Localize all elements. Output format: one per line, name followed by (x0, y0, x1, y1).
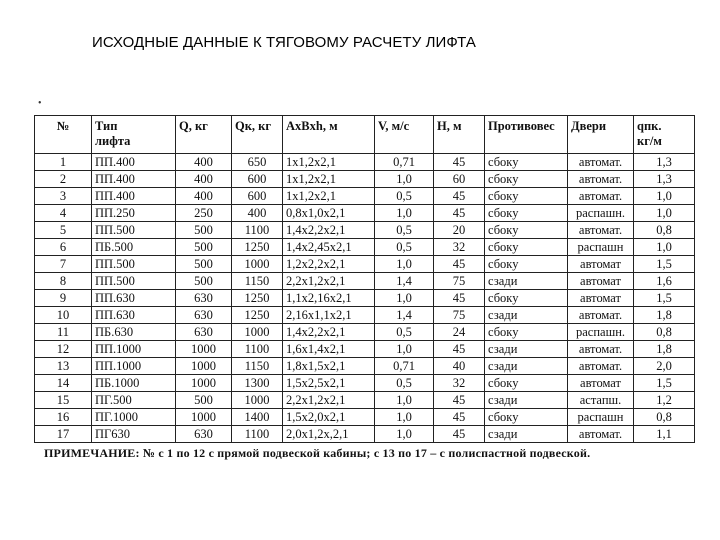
cell-dimensions: 1,1x2,16x2,1 (283, 290, 375, 307)
cell-speed-v: 1,4 (375, 273, 434, 290)
header-counterweight: Противовес (485, 116, 568, 154)
cell-cabin-mass-qk: 1400 (232, 409, 283, 426)
cell-doors: распашн. (568, 205, 634, 222)
cell-doors: распашн (568, 239, 634, 256)
cell-lift-type: ПБ.1000 (92, 375, 176, 392)
cell-dimensions: 1,4x2,2x2,1 (283, 222, 375, 239)
cell-row-num: 11 (35, 324, 92, 341)
table-row (35, 358, 695, 375)
cell-rope-mass-qpk: 1,6 (634, 273, 695, 290)
cell-height-h: 45 (434, 205, 485, 222)
cell-counterweight: сбоку (485, 375, 568, 392)
cell-rope-mass-qpk: 2,0 (634, 358, 695, 375)
table-row (35, 375, 695, 392)
cell-height-h: 20 (434, 222, 485, 239)
cell-rope-mass-qpk: 1,5 (634, 290, 695, 307)
cell-dimensions: 1,5x2,0x2,1 (283, 409, 375, 426)
cell-lift-type: ПП.630 (92, 290, 176, 307)
cell-lift-type: ПП.400 (92, 154, 176, 171)
cell-cabin-mass-qk: 1100 (232, 426, 283, 443)
cell-speed-v: 1,0 (375, 409, 434, 426)
cell-dimensions: 2,16x1,1x2,1 (283, 307, 375, 324)
cell-row-num: 1 (35, 154, 92, 171)
cell-height-h: 45 (434, 188, 485, 205)
header-doors: Двери (568, 116, 634, 154)
cell-rope-mass-qpk: 1,1 (634, 426, 695, 443)
table-row (35, 222, 695, 239)
cell-dimensions: 2,2x1,2x2,1 (283, 392, 375, 409)
cell-doors: автомат (568, 256, 634, 273)
cell-rope-mass-qpk: 1,0 (634, 239, 695, 256)
cell-load-q: 1000 (176, 341, 232, 358)
cell-dimensions: 1,5x2,5x2,1 (283, 375, 375, 392)
table-header-row (35, 116, 695, 154)
cell-row-num: 8 (35, 273, 92, 290)
cell-counterweight: сбоку (485, 290, 568, 307)
cell-height-h: 40 (434, 358, 485, 375)
table-row (35, 324, 695, 341)
cell-cabin-mass-qk: 600 (232, 171, 283, 188)
cell-lift-type: ПБ.630 (92, 324, 176, 341)
cell-doors: автомат (568, 375, 634, 392)
cell-height-h: 45 (434, 426, 485, 443)
cell-row-num: 13 (35, 358, 92, 375)
cell-doors: распашн. (568, 324, 634, 341)
cell-cabin-mass-qk: 1300 (232, 375, 283, 392)
cell-speed-v: 1,0 (375, 341, 434, 358)
cell-doors: автомат. (568, 426, 634, 443)
cell-rope-mass-qpk: 0,8 (634, 222, 695, 239)
cell-height-h: 75 (434, 273, 485, 290)
header-qpk: qпк. кг/м (634, 116, 695, 154)
header-v: V, м/с (375, 116, 434, 154)
cell-doors: автомат. (568, 154, 634, 171)
cell-doors: автомат. (568, 171, 634, 188)
cell-height-h: 45 (434, 341, 485, 358)
cell-height-h: 45 (434, 409, 485, 426)
cell-counterweight: сбоку (485, 188, 568, 205)
table-row (35, 239, 695, 256)
cell-row-num: 3 (35, 188, 92, 205)
cell-load-q: 630 (176, 426, 232, 443)
cell-load-q: 1000 (176, 409, 232, 426)
cell-height-h: 45 (434, 256, 485, 273)
cell-dimensions: 0,8x1,0x2,1 (283, 205, 375, 222)
cell-rope-mass-qpk: 0,8 (634, 324, 695, 341)
header-dims: AxBxh, м (283, 116, 375, 154)
cell-rope-mass-qpk: 1,0 (634, 205, 695, 222)
table-row (35, 307, 695, 324)
cell-speed-v: 0,71 (375, 154, 434, 171)
cell-lift-type: ПП.400 (92, 188, 176, 205)
cell-lift-type: ПП.630 (92, 307, 176, 324)
cell-rope-mass-qpk: 1,3 (634, 154, 695, 171)
cell-rope-mass-qpk: 0,8 (634, 409, 695, 426)
cell-lift-type: ПП.400 (92, 171, 176, 188)
cell-row-num: 14 (35, 375, 92, 392)
page-title: ИСХОДНЫЕ ДАННЫЕ К ТЯГОВОМУ РАСЧЕТУ ЛИФТА (92, 34, 476, 51)
cell-speed-v: 0,5 (375, 239, 434, 256)
cell-rope-mass-qpk: 1,0 (634, 188, 695, 205)
cell-doors: распашн (568, 409, 634, 426)
cell-dimensions: 1,2x2,2x2,1 (283, 256, 375, 273)
cell-load-q: 250 (176, 205, 232, 222)
cell-speed-v: 0,5 (375, 375, 434, 392)
cell-load-q: 500 (176, 239, 232, 256)
cell-lift-type: ПП.500 (92, 222, 176, 239)
cell-lift-type: ПБ.500 (92, 239, 176, 256)
cell-row-num: 10 (35, 307, 92, 324)
cell-cabin-mass-qk: 1250 (232, 307, 283, 324)
cell-speed-v: 0,71 (375, 358, 434, 375)
cell-cabin-mass-qk: 1100 (232, 222, 283, 239)
cell-height-h: 60 (434, 171, 485, 188)
cell-speed-v: 1,0 (375, 426, 434, 443)
cell-counterweight: сзади (485, 358, 568, 375)
cell-dimensions: 1x1,2x2,1 (283, 188, 375, 205)
cell-load-q: 630 (176, 290, 232, 307)
cell-cabin-mass-qk: 1000 (232, 256, 283, 273)
cell-speed-v: 1,0 (375, 256, 434, 273)
cell-doors: автомат. (568, 222, 634, 239)
cell-cabin-mass-qk: 400 (232, 205, 283, 222)
cell-dimensions: 1,8x1,5x2,1 (283, 358, 375, 375)
header-q: Q, кг (176, 116, 232, 154)
cell-cabin-mass-qk: 1000 (232, 324, 283, 341)
cell-height-h: 75 (434, 307, 485, 324)
table-row (35, 341, 695, 358)
cell-dimensions: 1,4x2,2x2,1 (283, 324, 375, 341)
cell-load-q: 400 (176, 188, 232, 205)
cell-row-num: 16 (35, 409, 92, 426)
cell-row-num: 4 (35, 205, 92, 222)
cell-load-q: 500 (176, 392, 232, 409)
cell-doors: автомат. (568, 188, 634, 205)
cell-doors: автомат. (568, 341, 634, 358)
cell-doors: автомат. (568, 307, 634, 324)
table-row (35, 290, 695, 307)
cell-lift-type: ПГ.500 (92, 392, 176, 409)
table-row (35, 188, 695, 205)
cell-doors: автомат. (568, 358, 634, 375)
table-row (35, 409, 695, 426)
cell-speed-v: 1,0 (375, 205, 434, 222)
cell-rope-mass-qpk: 1,5 (634, 375, 695, 392)
cell-load-q: 630 (176, 324, 232, 341)
cell-speed-v: 1,0 (375, 171, 434, 188)
cell-counterweight: сбоку (485, 239, 568, 256)
table-row (35, 273, 695, 290)
cell-height-h: 45 (434, 392, 485, 409)
cell-row-num: 9 (35, 290, 92, 307)
cell-cabin-mass-qk: 1150 (232, 358, 283, 375)
cell-counterweight: сзади (485, 392, 568, 409)
table-row (35, 392, 695, 409)
cell-counterweight: сбоку (485, 409, 568, 426)
cell-speed-v: 0,5 (375, 188, 434, 205)
cell-cabin-mass-qk: 1000 (232, 392, 283, 409)
table-row (35, 205, 695, 222)
cell-load-q: 1000 (176, 375, 232, 392)
cell-load-q: 400 (176, 171, 232, 188)
cell-speed-v: 1,4 (375, 307, 434, 324)
table-row (35, 154, 695, 171)
bullet-mark: • (38, 98, 42, 109)
cell-load-q: 500 (176, 222, 232, 239)
cell-row-num: 15 (35, 392, 92, 409)
cell-height-h: 24 (434, 324, 485, 341)
cell-counterweight: сбоку (485, 154, 568, 171)
cell-counterweight: сзади (485, 273, 568, 290)
cell-height-h: 32 (434, 239, 485, 256)
cell-load-q: 630 (176, 307, 232, 324)
cell-load-q: 1000 (176, 358, 232, 375)
cell-rope-mass-qpk: 1,5 (634, 256, 695, 273)
cell-counterweight: сбоку (485, 222, 568, 239)
cell-cabin-mass-qk: 1250 (232, 290, 283, 307)
cell-lift-type: ПП.1000 (92, 341, 176, 358)
cell-height-h: 45 (434, 290, 485, 307)
header-type: Тип лифта (92, 116, 176, 154)
cell-counterweight: сбоку (485, 256, 568, 273)
header-qk: Qк, кг (232, 116, 283, 154)
cell-doors: автомат (568, 290, 634, 307)
cell-rope-mass-qpk: 1,2 (634, 392, 695, 409)
cell-dimensions: 1x1,2x2,1 (283, 154, 375, 171)
cell-cabin-mass-qk: 600 (232, 188, 283, 205)
cell-load-q: 500 (176, 256, 232, 273)
cell-row-num: 6 (35, 239, 92, 256)
cell-dimensions: 2,0x1,2x,2,1 (283, 426, 375, 443)
cell-dimensions: 1,6x1,4x2,1 (283, 341, 375, 358)
cell-cabin-mass-qk: 1250 (232, 239, 283, 256)
cell-speed-v: 0,5 (375, 324, 434, 341)
cell-counterweight: сбоку (485, 205, 568, 222)
cell-row-num: 5 (35, 222, 92, 239)
cell-height-h: 45 (434, 154, 485, 171)
cell-rope-mass-qpk: 1,3 (634, 171, 695, 188)
cell-counterweight: сбоку (485, 324, 568, 341)
table-note: ПРИМЕЧАНИЕ: № с 1 по 12 с прямой подвеской кабины; с 13 по 17 – с полиспастной подвеской. (44, 446, 591, 460)
cell-speed-v: 1,0 (375, 290, 434, 307)
cell-load-q: 400 (176, 154, 232, 171)
cell-doors: астапш. (568, 392, 634, 409)
table-row (35, 426, 695, 443)
cell-rope-mass-qpk: 1,8 (634, 341, 695, 358)
header-h: H, м (434, 116, 485, 154)
cell-speed-v: 0,5 (375, 222, 434, 239)
cell-load-q: 500 (176, 273, 232, 290)
cell-counterweight: сзади (485, 426, 568, 443)
cell-row-num: 7 (35, 256, 92, 273)
cell-cabin-mass-qk: 650 (232, 154, 283, 171)
cell-counterweight: сбоку (485, 171, 568, 188)
cell-lift-type: ПП.500 (92, 256, 176, 273)
lift-data-table (34, 115, 695, 443)
cell-doors: автомат (568, 273, 634, 290)
cell-dimensions: 1,4x2,45x2,1 (283, 239, 375, 256)
table-row (35, 256, 695, 273)
cell-lift-type: ПГ630 (92, 426, 176, 443)
cell-row-num: 2 (35, 171, 92, 188)
header-num: № (35, 116, 92, 154)
cell-dimensions: 1x1,2x2,1 (283, 171, 375, 188)
cell-lift-type: ПП.250 (92, 205, 176, 222)
cell-counterweight: сзади (485, 307, 568, 324)
cell-row-num: 17 (35, 426, 92, 443)
cell-height-h: 32 (434, 375, 485, 392)
cell-dimensions: 2,2x1,2x2,1 (283, 273, 375, 290)
cell-speed-v: 1,0 (375, 392, 434, 409)
cell-row-num: 12 (35, 341, 92, 358)
cell-lift-type: ПП.1000 (92, 358, 176, 375)
cell-cabin-mass-qk: 1100 (232, 341, 283, 358)
cell-counterweight: сзади (485, 341, 568, 358)
table-row (35, 171, 695, 188)
table-body (35, 154, 695, 443)
cell-lift-type: ПП.500 (92, 273, 176, 290)
cell-cabin-mass-qk: 1150 (232, 273, 283, 290)
cell-lift-type: ПГ.1000 (92, 409, 176, 426)
cell-rope-mass-qpk: 1,8 (634, 307, 695, 324)
